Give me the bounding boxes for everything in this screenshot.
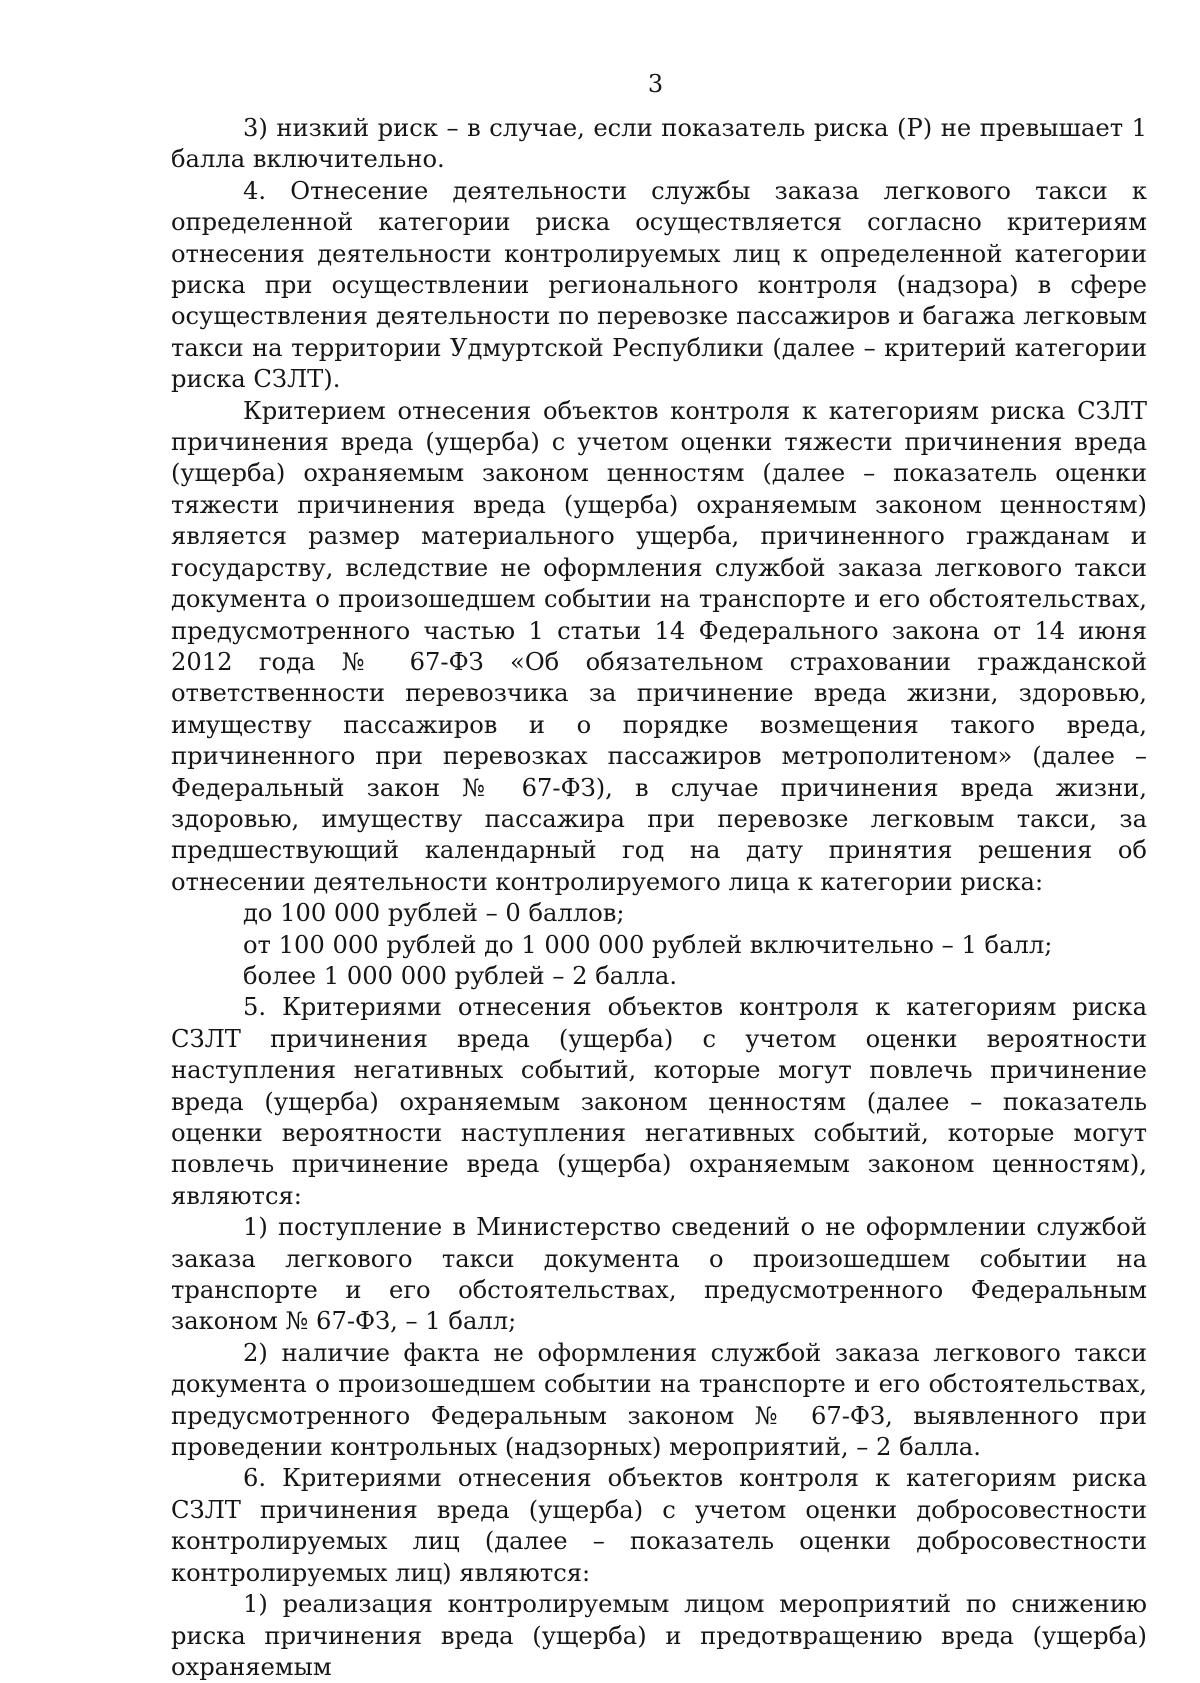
document-body [171,113,1147,1683]
paragraph-5: 5. Критериями отнесения объектов контроля к категориям риска СЗЛТ причинения вреда (ущерба) с учетом оценки вероятности наступления негативных событий, которые могут повлечь причинение вреда (ущерба) охраняемым законом ценностям (далее – показатель оценки вероятности наступления негативных событий, которые могут повлечь причинение вреда (ущерба) охраняемым законом ценностям), являются: [171,993,1147,1210]
paragraph-5-item-2: 2) наличие факта не оформления службой заказа легкового такси документа о произошедшем событии на транспорте и его обстоятельствах, предусмотренного Федеральным законом № 67-ФЗ, выявленного при проведении контрольных (надзорных) мероприятий, – 2 балла. [171,1338,1147,1462]
paragraph-severity-criterion: Критерием отнесения объектов контроля к категориям риска СЗЛТ причинения вреда (ущерба) с учетом оценки тяжести причинения вреда (ущерба) охраняемым законом ценностям (далее – показатель оценки тяжести причинения вреда (ущерба) охраняемым законом ценностям) является размер материального ущерба, причиненного гражданам и государству, вследствие не оформления службой заказа легкового такси документа о произошедшем событии на транспорте и его обстоятельствах, предусмотренного частью 1 статьи 14 Федерального закона от 14 июня 2012 года № 67-ФЗ «Об обязательном страховании гражданской ответственности перевозчика за причинение вреда жизни, здоровью, имуществу пассажиров и о порядке возмещения такого вреда, причиненного при перевозках пассажиров метрополитеном» (далее – Федеральный закон № 67-ФЗ), в случае причинения вреда жизни, здоровью, имуществу пассажира при перевозке легковым такси, за предшествующий календарный год на дату принятия решения об отнесении деятельности контролируемого лица к категории риска: [171,396,1147,896]
paragraph-low-risk: 3) низкий риск – в случае, если показатель риска (Р) не превышает 1 балла включительно. [171,114,1147,174]
paragraph-6: 6. Критериями отнесения объектов контроля к категориям риска СЗЛТ причинения вреда (ущерба) с учетом оценки добросовестности контролируемых лиц (далее – показатель оценки добросовестности контролируемых лиц) являются: [171,1464,1147,1587]
page-number: 3 [647,70,664,98]
list-item-0-points: до 100 000 рублей – 0 баллов; [243,899,625,928]
paragraph-6-item-1: 1) реализация контролируемым лицом мероприятий по снижению риска причинения вреда (ущерба) и предотвращению вреда (ущерба) охраняемым [171,1590,1147,1681]
list-item-1-point: от 100 000 рублей до 1 000 000 рублей включительно – 1 балл; [243,930,1053,959]
paragraph-5-item-1: 1) поступление в Министерство сведений о не оформлении службой заказа легкового такси документа о произошедшем событии на транспорте и его обстоятельствах, предусмотренного Федеральным законом № 67-ФЗ, – 1 балл; [171,1213,1147,1336]
list-item-2-points: более 1 000 000 рублей – 2 балла. [243,961,678,990]
paragraph-4: 4. Отнесение деятельности службы заказа легкового такси к определенной категории риска осуществляется согласно критериям отнесения деятельности контролируемых лиц к определенной категории риска при осуществлении регионального контроля (надзора) в сфере осуществления деятельности по перевозке пассажиров и багажа легковым такси на территории Удмуртской Республики (далее – критерий категории риска СЗЛТ). [171,176,1147,394]
